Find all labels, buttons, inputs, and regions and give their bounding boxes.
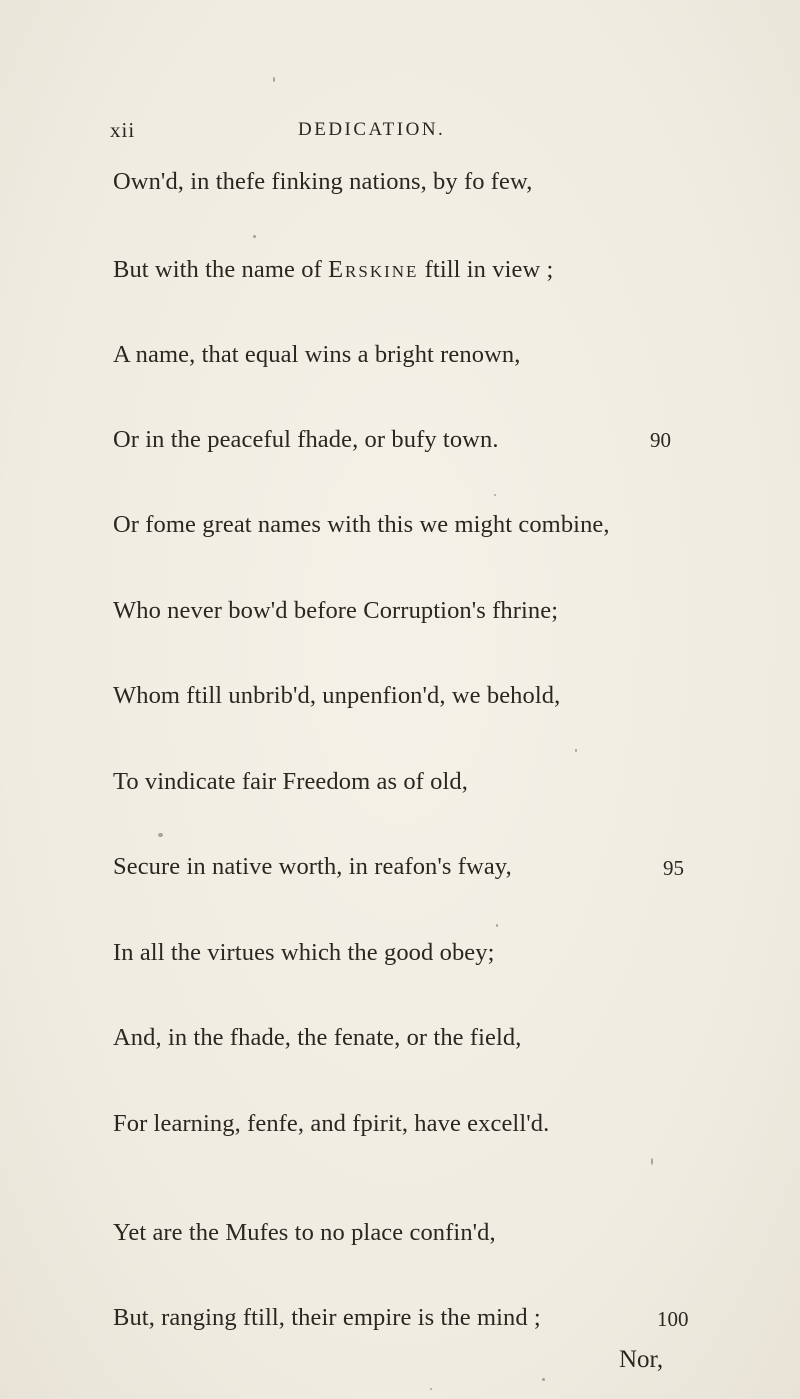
verse-line: Or in the peaceful fhade, or bufy town.: [113, 426, 499, 453]
line-number: 100: [657, 1307, 689, 1331]
verse-line: In all the virtues which the good obey;: [113, 939, 495, 966]
verse-line: But with the name of Erskine ftill in view ;: [113, 256, 554, 283]
verse-line: For learning, fenfe, and fpirit, have excell'd.: [113, 1110, 550, 1137]
verse-line: Secure in native worth, in reafon's fway,: [113, 853, 512, 880]
verse-line: To vindicate fair Freedom as of old,: [113, 768, 468, 795]
verse-line: And, in the fhade, the fenate, or the field,: [113, 1024, 522, 1051]
catchword: Nor,: [619, 1346, 664, 1373]
running-title: DEDICATION.: [298, 119, 446, 140]
verse-line: Whom ftill unbrib'd, unpenfion'd, we behold,: [113, 682, 561, 709]
line-number: 95: [663, 856, 684, 880]
verse-line: Or fome great names with this we might combine,: [113, 511, 610, 538]
verse-line: Own'd, in thefe finking nations, by fo few,: [113, 168, 533, 195]
verse-line: A name, that equal wins a bright renown,: [113, 341, 521, 368]
name-erskine: Erskine: [328, 256, 419, 283]
verse-line: Who never bow'd before Corruption's fhrine;: [113, 597, 559, 624]
verse-line: Yet are the Mufes to no place confin'd,: [113, 1219, 496, 1246]
page-header: [0, 118, 800, 148]
line-number: 90: [650, 428, 671, 452]
verse-line: But, ranging ftill, their empire is the mind ;: [113, 1304, 541, 1331]
page-number: xii: [110, 118, 136, 142]
